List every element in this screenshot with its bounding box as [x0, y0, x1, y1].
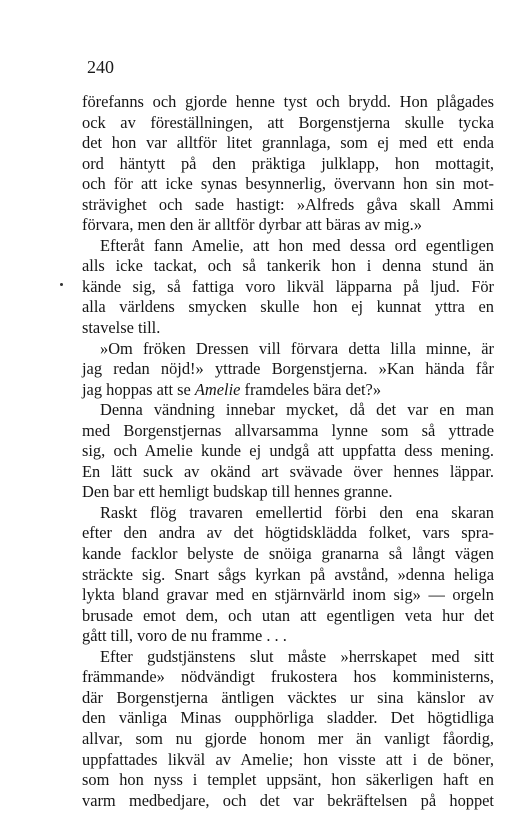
text-line: gått till, voro de nu framme . . . [82, 626, 287, 646]
text-line: allvar, som nu gjorde honom mer än vanligt fåordig, [82, 728, 494, 748]
text-line: det hon var alltför litet grannlaga, som ej med ett enda [82, 133, 494, 153]
text-line: ock av föreställningen, att Borgenstjerna skulle tycka [82, 112, 494, 132]
page-number: 240 [87, 57, 114, 77]
text-line: den vänliga Minas oupphörliga sladder. Det högtidliga [82, 708, 494, 728]
text-line: strävighet och sade hastigt: »Alfreds gåva skall Ammi [82, 194, 494, 214]
text-line: »Om fröken Dressen vill förvara detta lilla minne, är [100, 338, 494, 358]
text-line: Raskt flög travaren emellertid förbi den ena skaran [100, 502, 494, 522]
text-line: jag hoppas att se Amelie framdeles bära det?» [82, 379, 382, 399]
text-line: som hon nyss i templet uppsänt, hon säkerligen haft en [82, 770, 494, 790]
body-text [82, 92, 494, 811]
text-line: sig, och Amelie kunde ej undgå att uppfatta dess mening. [82, 441, 494, 461]
margin-mark [60, 283, 63, 286]
text-line: sträckte sig. Snart sågs kyrkan på avstånd, »denna heliga [82, 564, 494, 584]
text-line: Den bar ett hemligt budskap till hennes granne. [82, 482, 393, 502]
text-line: stavelse till. [82, 318, 161, 338]
text-line: En lätt suck av okänd art svävade över hennes läppar. [82, 461, 494, 481]
text-line: främmande» nödvändigt frukostera hos komministerns, [82, 667, 494, 687]
text-line: Denna vändning innebar mycket, då det var en man [100, 400, 494, 420]
text-line: och för att icke synas besynnerlig, övervann hon sin mot- [82, 174, 494, 194]
text-line: med Borgenstjernas allvarsamma lynne som så yttrade [82, 420, 494, 440]
text-line: varm medbedjare, och det var bekräftelsen på hoppet [82, 790, 494, 810]
text-line: ord häntytt på den präktiga julklapp, hon mottagit, [82, 153, 494, 173]
italic-name: Amelie [194, 379, 241, 399]
text-line: uppfattades likväl av Amelie; hon visste att i de böner, [82, 749, 494, 769]
text-line: brusade emot dem, och utan att egentligen veta hur det [82, 605, 494, 625]
text-line: lykta bland gravar med en stjärnvärld inom sig» — orgeln [82, 585, 494, 605]
text-line: förvara, men den är alltför dyrbar att bäras av mig.» [82, 215, 422, 235]
text-line: efter den andra av det högtidsklädda folket, vars spra- [82, 523, 494, 543]
text-line: där Borgenstjerna äntligen väcktes ur sina känslor av [82, 687, 494, 707]
text-line: jag redan nöjd!» yttrade Borgenstjerna. »Kan hända får [82, 359, 494, 379]
text-line: förefanns och gjorde henne tyst och brydd. Hon plågades [82, 92, 494, 111]
text-line: alls icke tackat, och så tankerik hon i denna stund än [82, 256, 494, 276]
text-line: alla världens smycken skulle hon ej kunnat yttra en [82, 297, 494, 317]
text-line: kände sig, så fattiga voro likväl läpparna på ljud. För [82, 276, 494, 296]
text-line: Efteråt fann Amelie, att hon med dessa ord egentligen [100, 235, 494, 255]
text-line: Efter gudstjänstens slut måste »herrskapet med sitt [100, 646, 494, 666]
text-line: kande facklor belyste de snöiga granarna så långt vägen [82, 544, 494, 564]
